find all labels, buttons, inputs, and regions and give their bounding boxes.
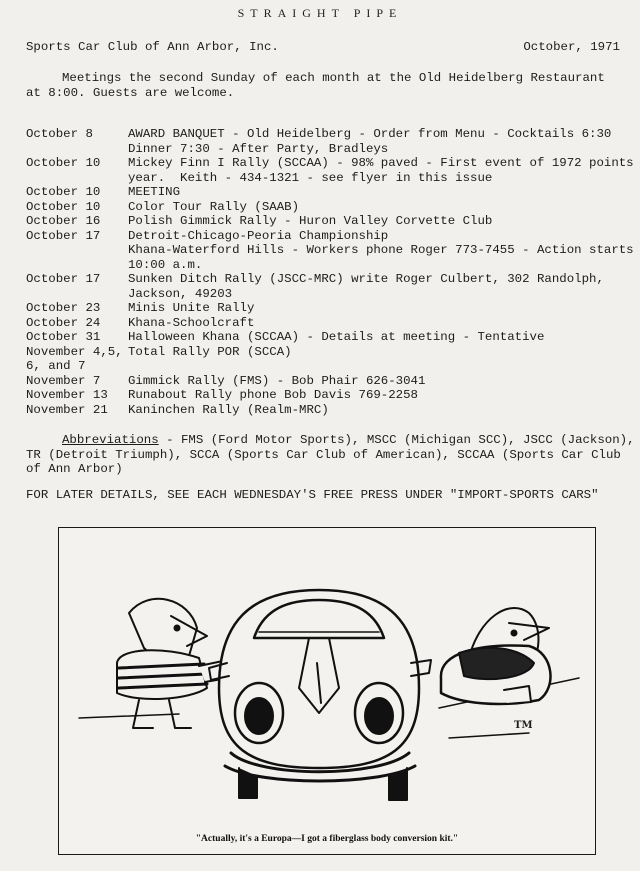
abbreviations-paragraph <box>26 433 636 477</box>
event-row <box>26 316 636 331</box>
event-description: Total Rally POR (SCCA) <box>128 344 292 359</box>
event-row <box>26 330 636 345</box>
event-description: Kaninchen Rally (Realm-MRC) <box>128 402 329 417</box>
event-row <box>26 403 636 418</box>
event-description: Minis Unite Rally <box>128 301 255 315</box>
event-date: October 23 <box>26 301 101 315</box>
event-row <box>26 388 636 403</box>
cartoon-signature: TM <box>514 720 533 731</box>
event-description: MEETING <box>128 185 181 199</box>
event-description: Mickey Finn I Rally (SCCAA) - 98% paved - First event of 1972 points year. Keith - 434-1321 - see flyer in this issue <box>128 156 634 185</box>
event-row <box>26 229 636 273</box>
event-description: Polish Gimmick Rally - Huron Valley Corvette Club <box>128 214 493 228</box>
event-row <box>26 301 636 316</box>
meeting-note: Meetings the second Sunday of each month at the Old Heidelberg Restaurant at 8:00. Guests are welcome. <box>26 71 605 100</box>
abbreviations-heading: Abbreviations <box>62 433 159 447</box>
event-date: November 7 <box>26 373 101 388</box>
event-row <box>26 156 636 185</box>
event-description: Color Tour Rally (SAAB) <box>128 199 300 214</box>
event-description: Halloween Khana (SCCAA) - Details at meeting - Tentative <box>128 330 545 344</box>
event-date: October 8 <box>26 127 93 141</box>
event-description: AWARD BANQUET - Old Heidelberg - Order from Menu - Cocktails 6:30 Dinner 7:30 - After Party, Bradleys <box>128 127 612 156</box>
event-row <box>26 272 636 301</box>
event-description: Runabout Rally phone Bob Davis 769-2258 <box>128 388 418 402</box>
cartoon-drawing <box>59 528 595 854</box>
event-description: Sunken Ditch Rally (JSCC-MRC) write Roger Culbert, 302 Randolph, Jackson, 49203 <box>128 272 604 301</box>
event-row <box>26 214 636 229</box>
event-date: October 10 <box>26 185 101 199</box>
event-date: November 21 <box>26 402 108 417</box>
event-date: October 17 <box>26 272 101 286</box>
event-row <box>26 127 636 156</box>
abbreviations-text: - FMS (Ford Motor Sports), MSCC (Michigan SCC), JSCC (Jackson), TR (Detroit Triumph), SCCA (Sports Car Club of American), SCCAA (Sports Car Club of Ann Arbor) <box>26 433 635 476</box>
event-date: October 10 <box>26 199 101 214</box>
event-date: October 24 <box>26 315 101 330</box>
event-description: Khana-Schoolcraft <box>128 315 255 330</box>
event-row <box>26 185 636 200</box>
event-description: Detroit-Chicago-Peoria Championship Khana-Waterford Hills - Workers phone Roger 773-7455 - Action starts 10:00 a.m. <box>128 228 634 272</box>
event-row <box>26 374 636 389</box>
event-date: October 10 <box>26 156 101 170</box>
event-calendar <box>26 127 636 417</box>
cartoon-frame <box>58 527 596 855</box>
issue-date: October, 1971 <box>523 40 620 54</box>
masthead-title: STRAIGHT PIPE <box>237 6 403 20</box>
event-date: October 17 <box>26 228 101 243</box>
later-details-note: FOR LATER DETAILS, SEE EACH WEDNESDAY'S FREE PRESS UNDER "IMPORT-SPORTS CARS" <box>26 488 599 502</box>
event-date: November 13 <box>26 388 108 402</box>
event-description: Gimmick Rally (FMS) - Bob Phair 626-3041 <box>128 373 426 388</box>
event-date: October 31 <box>26 330 101 344</box>
event-row <box>26 345 636 374</box>
event-date: November 4,5, 6, and 7 <box>26 344 123 373</box>
event-date: October 16 <box>26 214 101 228</box>
event-row <box>26 200 636 215</box>
cartoon-caption: "Actually, it's a Europa—I got a fiberglass body conversion kit." <box>195 834 459 844</box>
club-name: Sports Car Club of Ann Arbor, Inc. <box>26 40 279 54</box>
